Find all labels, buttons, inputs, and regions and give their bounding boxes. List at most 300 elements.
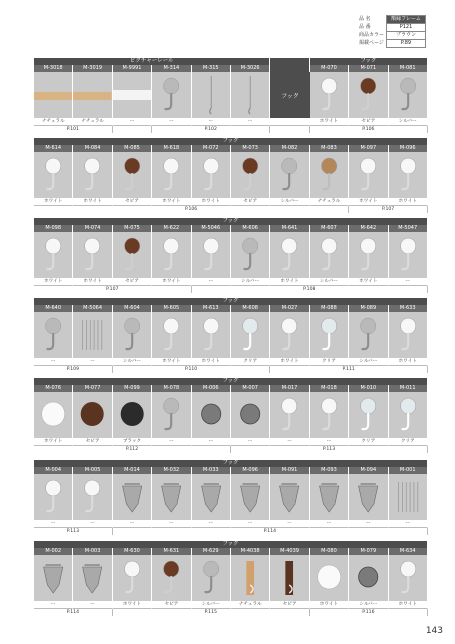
section-title-row bbox=[34, 298, 428, 305]
hook-brown-icon bbox=[152, 555, 190, 601]
product-color: ー bbox=[34, 520, 73, 528]
product-code: M-073 bbox=[231, 145, 270, 152]
hook-white-icon bbox=[310, 232, 348, 278]
hook-white-icon bbox=[192, 232, 230, 278]
product-color: ホワイト bbox=[192, 358, 231, 366]
product-image bbox=[231, 152, 270, 198]
product-code: M-098 bbox=[34, 225, 73, 232]
info-key: 商品カラー bbox=[359, 32, 385, 38]
product-color: ナチュラル bbox=[73, 118, 112, 126]
product-color: シルバー bbox=[113, 358, 152, 366]
hook-white-icon bbox=[389, 555, 427, 601]
section-title: フック bbox=[34, 378, 428, 385]
hook-metal-icon bbox=[389, 72, 427, 118]
product-code: M-604 bbox=[113, 305, 152, 312]
product-color: ホワイト bbox=[152, 278, 191, 286]
product-color: ホワイト bbox=[310, 601, 349, 609]
product-color: ー bbox=[192, 278, 231, 286]
page-reference-row bbox=[34, 609, 428, 616]
hook-white-icon bbox=[270, 312, 308, 358]
product-image bbox=[152, 152, 191, 198]
hook-tan-icon bbox=[310, 152, 348, 198]
product-color: ホワイト bbox=[152, 198, 191, 206]
product-code: M-004 bbox=[34, 467, 73, 474]
product-color: ー bbox=[113, 520, 152, 528]
product-code: M-070 bbox=[310, 65, 349, 72]
product-code: M-605 bbox=[152, 305, 191, 312]
product-image bbox=[113, 392, 152, 438]
product-code: M-018 bbox=[310, 385, 349, 392]
hook-white-icon bbox=[310, 72, 348, 118]
product-code: M-003 bbox=[73, 548, 112, 555]
hook-metal-icon bbox=[349, 312, 387, 358]
product-image bbox=[389, 392, 428, 438]
product-image bbox=[34, 555, 73, 601]
info-key: 品 番 bbox=[359, 24, 371, 30]
product-image bbox=[310, 474, 349, 520]
hook-white-icon bbox=[270, 392, 308, 438]
info-key: 掲載ページ bbox=[359, 40, 384, 46]
product-code: M-010 bbox=[349, 385, 388, 392]
product-color: ホワイト bbox=[349, 198, 388, 206]
hook-white-icon bbox=[192, 152, 230, 198]
product-color: シルバー bbox=[349, 601, 388, 609]
product-code: M-005 bbox=[73, 467, 112, 474]
section-title: フック bbox=[34, 298, 428, 305]
product-color: ホワイト bbox=[310, 118, 349, 126]
product-image bbox=[113, 72, 152, 118]
product-image bbox=[113, 312, 152, 358]
product-image bbox=[192, 232, 231, 278]
catalog-section bbox=[34, 218, 428, 293]
product-code: M-614 bbox=[34, 145, 73, 152]
product-code-row bbox=[34, 385, 428, 392]
product-color: シルバー bbox=[231, 278, 270, 286]
product-code-row bbox=[34, 305, 428, 312]
product-color: ー bbox=[34, 358, 73, 366]
product-color: ー bbox=[152, 520, 191, 528]
product-code: M-071 bbox=[349, 65, 388, 72]
product-image bbox=[73, 555, 112, 601]
hook-white-icon bbox=[34, 474, 72, 520]
section-title-row bbox=[34, 460, 428, 467]
hanger-icon bbox=[270, 474, 308, 520]
hook-clear-icon bbox=[231, 312, 269, 358]
hook-brown-icon bbox=[113, 232, 151, 278]
product-image bbox=[270, 152, 309, 198]
section-title: フック bbox=[34, 460, 428, 467]
catalog-section bbox=[34, 58, 428, 133]
page-reference-row bbox=[34, 206, 428, 213]
hook-white-icon bbox=[349, 152, 387, 198]
product-image bbox=[310, 72, 349, 118]
hanger-icon bbox=[34, 555, 72, 601]
product-image bbox=[152, 72, 191, 118]
hook-white-icon bbox=[73, 232, 111, 278]
product-image bbox=[389, 312, 428, 358]
product-image bbox=[349, 72, 388, 118]
product-image bbox=[389, 555, 428, 601]
product-color: ー bbox=[73, 358, 112, 366]
wood-bar-icon bbox=[231, 555, 269, 601]
product-image-row bbox=[34, 474, 428, 520]
product-image bbox=[349, 152, 388, 198]
product-code: M-3026 bbox=[231, 65, 270, 72]
product-color: ー bbox=[73, 601, 112, 609]
product-color: ー bbox=[192, 118, 231, 126]
page-reference: P.106 bbox=[310, 126, 428, 133]
product-color: ー bbox=[34, 601, 73, 609]
product-code: M-078 bbox=[152, 385, 191, 392]
product-color: クリア bbox=[389, 438, 428, 446]
page-reference bbox=[113, 126, 152, 133]
product-image bbox=[310, 152, 349, 198]
product-color: ー bbox=[231, 118, 270, 126]
product-image bbox=[34, 392, 73, 438]
product-code: M-077 bbox=[73, 385, 112, 392]
product-color-row bbox=[34, 520, 428, 528]
product-image-row bbox=[34, 152, 428, 198]
product-image bbox=[231, 474, 270, 520]
page-reference: P.107 bbox=[34, 286, 192, 293]
product-code: M-622 bbox=[152, 225, 191, 232]
hanger-icon bbox=[310, 474, 348, 520]
product-color: ー bbox=[389, 520, 428, 528]
product-code: M-642 bbox=[349, 225, 388, 232]
hook-white-icon bbox=[310, 392, 348, 438]
product-image bbox=[34, 312, 73, 358]
product-image bbox=[349, 555, 388, 601]
product-image bbox=[270, 392, 309, 438]
rail-white-icon bbox=[113, 72, 151, 118]
product-code: M-017 bbox=[270, 385, 309, 392]
product-code: M-630 bbox=[113, 548, 152, 555]
product-image-row bbox=[34, 72, 428, 118]
product-code: M-641 bbox=[270, 225, 309, 232]
page-reference: P.107 bbox=[349, 206, 428, 213]
product-color: ー bbox=[152, 118, 191, 126]
product-color: ホワイト bbox=[34, 438, 73, 446]
hook-white-icon bbox=[113, 555, 151, 601]
product-color: セピア bbox=[73, 438, 112, 446]
product-code: M-076 bbox=[34, 385, 73, 392]
product-code bbox=[270, 65, 309, 72]
hook-white-icon bbox=[73, 152, 111, 198]
product-color: ホワイト bbox=[389, 601, 428, 609]
product-code: M-001 bbox=[389, 467, 428, 474]
product-color: ー bbox=[192, 520, 231, 528]
product-color: クリア bbox=[349, 438, 388, 446]
section-title: フック bbox=[310, 58, 428, 65]
product-color: セピア bbox=[231, 198, 270, 206]
page-reference-row bbox=[34, 366, 428, 373]
product-image bbox=[73, 474, 112, 520]
product-image bbox=[192, 72, 231, 118]
product-color: セピア bbox=[270, 601, 309, 609]
product-image bbox=[152, 312, 191, 358]
hook-metal-icon bbox=[152, 72, 190, 118]
product-color: ホワイト bbox=[152, 358, 191, 366]
hook-metal-icon bbox=[192, 555, 230, 601]
hook-brown-icon bbox=[231, 152, 269, 198]
product-code: M-640 bbox=[34, 305, 73, 312]
pins-icon bbox=[73, 312, 111, 358]
product-code: M-3018 bbox=[34, 65, 73, 72]
product-image bbox=[73, 152, 112, 198]
page-reference: P.108 bbox=[192, 286, 428, 293]
info-value: ブラウン bbox=[387, 32, 426, 40]
hook-brown-icon bbox=[113, 152, 151, 198]
product-image bbox=[113, 232, 152, 278]
product-color: セピア bbox=[113, 198, 152, 206]
rail-wood-icon bbox=[34, 72, 72, 118]
knob-metal-icon bbox=[349, 555, 387, 601]
product-image bbox=[73, 232, 112, 278]
knob-brown-icon bbox=[73, 392, 111, 438]
product-code: M-631 bbox=[152, 548, 191, 555]
product-color: ー bbox=[231, 520, 270, 528]
product-code: M-097 bbox=[349, 145, 388, 152]
hanger-icon bbox=[349, 474, 387, 520]
page-reference: P.116 bbox=[310, 609, 428, 616]
product-code: M-084 bbox=[73, 145, 112, 152]
hook-white-icon bbox=[34, 232, 72, 278]
page-reference: P.113 bbox=[34, 528, 113, 535]
info-value: P.89 bbox=[387, 40, 426, 48]
product-color: ー bbox=[349, 520, 388, 528]
product-color-row bbox=[34, 438, 428, 446]
product-info-table bbox=[357, 15, 426, 48]
page-reference: P.114 bbox=[34, 609, 113, 616]
product-code: M-094 bbox=[349, 467, 388, 474]
product-image bbox=[349, 392, 388, 438]
product-color: ナチュラル bbox=[310, 198, 349, 206]
product-color-row bbox=[34, 118, 428, 126]
product-image-row bbox=[34, 232, 428, 278]
hook-white-icon bbox=[389, 312, 427, 358]
product-code: M-027 bbox=[270, 305, 309, 312]
product-color: ー bbox=[310, 520, 349, 528]
wire-icon bbox=[192, 72, 230, 118]
product-code: M-006 bbox=[192, 385, 231, 392]
product-image bbox=[231, 555, 270, 601]
product-code: M-5064 bbox=[73, 305, 112, 312]
hook-white-icon bbox=[152, 152, 190, 198]
knob-metal-icon bbox=[231, 392, 269, 438]
product-color: ホワイト bbox=[270, 278, 309, 286]
section-title-row bbox=[34, 138, 428, 145]
knob-white-icon bbox=[34, 392, 72, 438]
product-code: M-014 bbox=[113, 467, 152, 474]
section-side-label: フック bbox=[270, 72, 309, 118]
product-code: M-091 bbox=[270, 467, 309, 474]
product-image bbox=[34, 474, 73, 520]
page-number: 143 bbox=[425, 626, 443, 636]
section-title: フック bbox=[34, 218, 428, 225]
product-image bbox=[389, 474, 428, 520]
product-color: ホワイト bbox=[34, 198, 73, 206]
product-code: M-075 bbox=[113, 225, 152, 232]
hook-metal-icon bbox=[113, 312, 151, 358]
product-image bbox=[270, 555, 309, 601]
page-reference bbox=[270, 126, 309, 133]
product-image bbox=[34, 232, 73, 278]
brown-bar-icon bbox=[270, 555, 308, 601]
product-color: シルバー bbox=[310, 278, 349, 286]
hook-white-icon bbox=[152, 232, 190, 278]
catalog-section bbox=[34, 460, 428, 535]
hook-white-icon bbox=[34, 152, 72, 198]
product-color: セピア bbox=[113, 278, 152, 286]
product-image-row bbox=[34, 392, 428, 438]
product-code: M-099 bbox=[113, 385, 152, 392]
product-color: ー bbox=[389, 278, 428, 286]
knob-black-icon bbox=[113, 392, 151, 438]
product-image bbox=[73, 392, 112, 438]
catalog-section bbox=[34, 298, 428, 373]
section-title: フック bbox=[34, 138, 428, 145]
product-color: ホワイト bbox=[192, 198, 231, 206]
info-value: 額縁フレーム bbox=[387, 16, 426, 24]
product-code: M-074 bbox=[73, 225, 112, 232]
section-title-row bbox=[34, 218, 428, 225]
product-image bbox=[73, 72, 112, 118]
hook-brown-icon bbox=[349, 72, 387, 118]
info-row bbox=[357, 24, 426, 32]
hook-white-icon bbox=[152, 312, 190, 358]
product-image bbox=[152, 474, 191, 520]
hook-white-icon bbox=[73, 474, 111, 520]
product-image-row bbox=[34, 555, 428, 601]
product-code-row bbox=[34, 548, 428, 555]
product-code: M-3019 bbox=[73, 65, 112, 72]
product-color: ー bbox=[270, 438, 309, 446]
product-code: M-072 bbox=[192, 145, 231, 152]
product-color: シルバー bbox=[192, 601, 231, 609]
page-reference-row bbox=[34, 126, 428, 133]
info-row bbox=[357, 40, 426, 48]
product-image bbox=[389, 72, 428, 118]
product-color-row bbox=[34, 358, 428, 366]
product-image bbox=[270, 312, 309, 358]
product-image bbox=[113, 555, 152, 601]
product-image bbox=[113, 152, 152, 198]
page-reference: P.109 bbox=[34, 366, 113, 373]
rail-wood-icon bbox=[73, 72, 111, 118]
product-code: M-083 bbox=[310, 145, 349, 152]
product-code-row bbox=[34, 145, 428, 152]
product-color: セピア bbox=[349, 118, 388, 126]
product-code: M-011 bbox=[389, 385, 428, 392]
page-reference: P.110 bbox=[113, 366, 271, 373]
product-code: M-634 bbox=[389, 548, 428, 555]
product-color: クリア bbox=[310, 358, 349, 366]
product-code: M-9991 bbox=[113, 65, 152, 72]
product-code-row bbox=[34, 65, 428, 72]
product-code: M-5047 bbox=[389, 225, 428, 232]
product-color: シルバー bbox=[270, 198, 309, 206]
section-title: ピクチャーレール bbox=[34, 58, 270, 65]
product-code: M-618 bbox=[152, 145, 191, 152]
product-color: ー bbox=[270, 520, 309, 528]
section-title-row bbox=[34, 58, 428, 65]
section-title-row bbox=[34, 378, 428, 385]
catalog-section bbox=[34, 138, 428, 213]
page-reference: P.115 bbox=[113, 609, 310, 616]
product-image bbox=[192, 474, 231, 520]
product-color: ホワイト bbox=[113, 601, 152, 609]
product-image bbox=[152, 232, 191, 278]
product-image bbox=[310, 312, 349, 358]
info-row bbox=[357, 16, 426, 24]
product-code: M-096 bbox=[231, 467, 270, 474]
info-value: P121 bbox=[387, 24, 426, 32]
product-code: M-4038 bbox=[231, 548, 270, 555]
hook-white-icon bbox=[389, 152, 427, 198]
product-color: ホワイト bbox=[34, 278, 73, 286]
product-code: M-080 bbox=[310, 548, 349, 555]
hook-metal-icon bbox=[270, 152, 308, 198]
product-color: ー bbox=[152, 438, 191, 446]
hanger-icon bbox=[231, 474, 269, 520]
product-image bbox=[270, 474, 309, 520]
product-code: M-5046 bbox=[192, 225, 231, 232]
product-code: M-096 bbox=[389, 145, 428, 152]
hook-white-icon bbox=[270, 232, 308, 278]
page-reference: P.111 bbox=[270, 366, 428, 373]
product-image bbox=[73, 312, 112, 358]
hook-clear-icon bbox=[349, 392, 387, 438]
product-image bbox=[113, 474, 152, 520]
product-code: M-613 bbox=[192, 305, 231, 312]
knob-metal-icon bbox=[192, 392, 230, 438]
product-code: M-085 bbox=[113, 145, 152, 152]
hanger-icon bbox=[152, 474, 190, 520]
product-image bbox=[192, 392, 231, 438]
page-reference: P.106 bbox=[34, 206, 349, 213]
page-reference: P.102 bbox=[152, 126, 270, 133]
product-color bbox=[270, 118, 309, 126]
product-code: M-629 bbox=[192, 548, 231, 555]
product-color: ホワイト bbox=[270, 358, 309, 366]
product-color: ホワイト bbox=[349, 278, 388, 286]
product-color: ナチュラル bbox=[34, 118, 73, 126]
hanger-icon bbox=[113, 474, 151, 520]
product-image bbox=[152, 555, 191, 601]
product-color-row bbox=[34, 601, 428, 609]
product-image bbox=[192, 152, 231, 198]
product-code: M-607 bbox=[310, 225, 349, 232]
product-color: ー bbox=[192, 438, 231, 446]
product-image bbox=[192, 555, 231, 601]
product-image bbox=[389, 152, 428, 198]
product-color: ホワイト bbox=[73, 278, 112, 286]
product-code: M-4039 bbox=[270, 548, 309, 555]
product-image bbox=[231, 72, 270, 118]
product-image bbox=[389, 232, 428, 278]
product-image bbox=[310, 392, 349, 438]
product-image bbox=[349, 232, 388, 278]
hook-clear-icon bbox=[389, 392, 427, 438]
product-image bbox=[231, 232, 270, 278]
product-image bbox=[349, 474, 388, 520]
product-image bbox=[349, 312, 388, 358]
page-reference-row bbox=[34, 286, 428, 293]
product-code-row bbox=[34, 225, 428, 232]
product-image bbox=[270, 232, 309, 278]
product-code-row bbox=[34, 467, 428, 474]
hook-white-icon bbox=[389, 232, 427, 278]
